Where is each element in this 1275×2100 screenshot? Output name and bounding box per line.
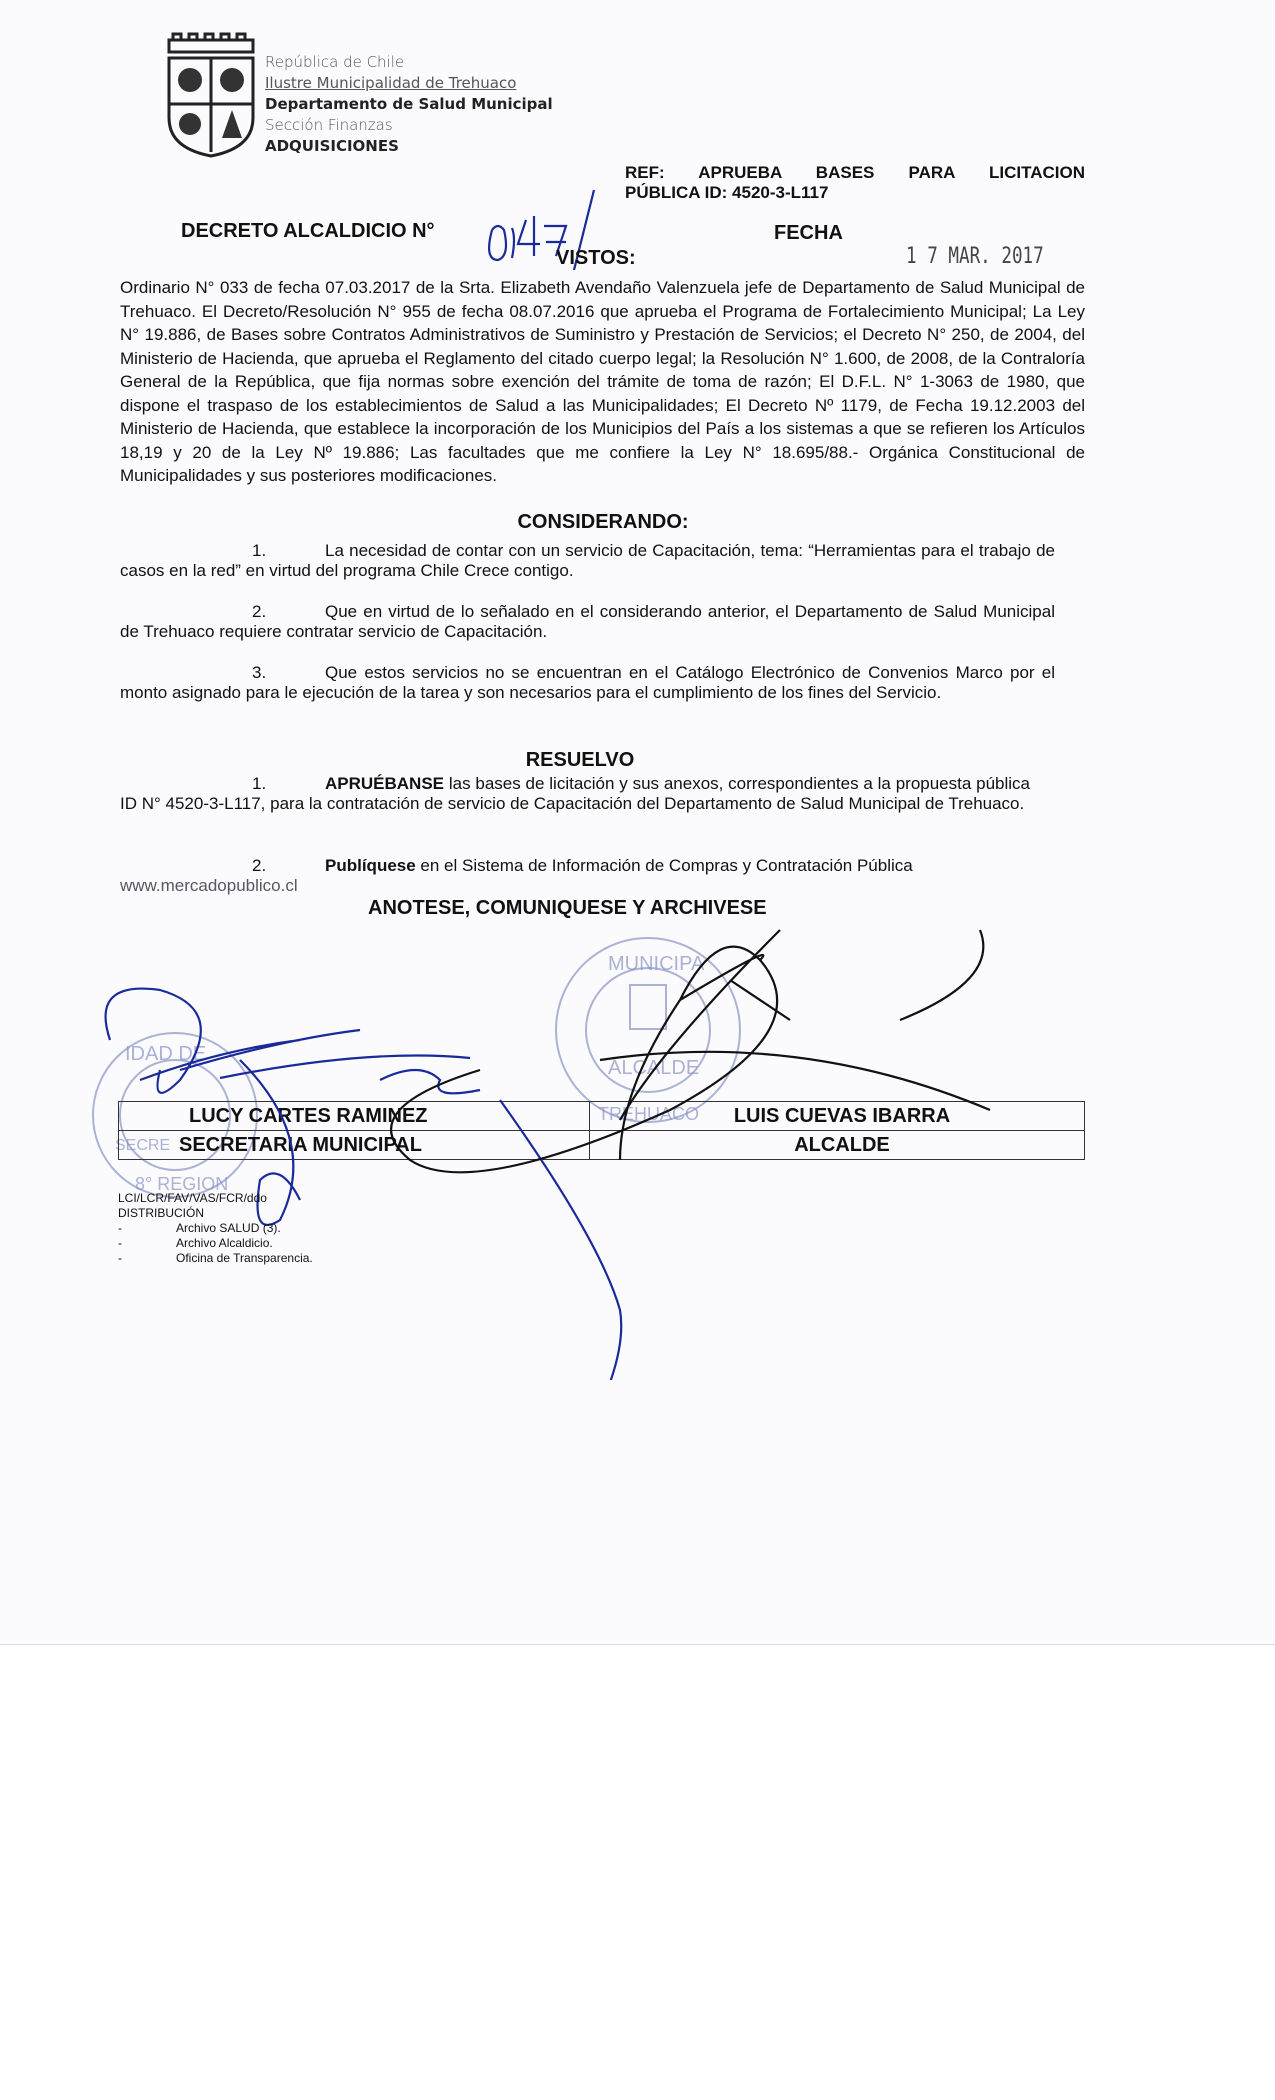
letterhead-section: Sección Finanzas [265,116,393,134]
item-text: Que en virtud de lo señalado en el considerando anterior, el Departamento de Salud Municipal de Trehuaco requiere contratar servicio de Capacitación. [120,602,1055,641]
decree-label: DECRETO ALCALDICIO N° [181,220,435,242]
item-number: 1. [252,541,267,560]
distribution-item: - Archivo SALUD (3). [118,1221,281,1235]
letterhead-country: República de Chile [265,53,405,71]
considerando-item-1 [120,541,1055,581]
distribution-item-text: Archivo Alcaldicio. [176,1236,273,1250]
svg-text:ALCALDE: ALCALDE [608,1057,700,1079]
handwritten-signatures [80,900,1040,1380]
item-keyword: APRUÉBANSE [325,774,445,793]
reference-line-1: REF: APRUEBA BASES PARA LICITACION [625,163,1085,182]
considerando-item-3 [120,663,1055,703]
considerando-title: CONSIDERANDO: [517,511,689,533]
item-number: 1. [252,774,267,793]
item-number: 2. [252,856,267,875]
letterhead-department: Departamento de Salud Municipal [265,95,553,113]
distribution-item: - Oficina de Transparencia. [118,1251,313,1265]
vistos-title: VISTOS: [556,247,636,269]
reference [625,163,1085,203]
distribution-item: - Archivo Alcaldicio. [118,1236,273,1250]
resuelvo-title: RESUELVO [525,749,635,771]
reference-line-2: PÚBLICA ID: 4520-3-L117 [625,183,829,202]
svg-text:IDAD DE: IDAD DE [125,1043,207,1065]
mayor-title: ALCALDE [590,1131,1085,1160]
distribution-item-text: Archivo SALUD (3). [176,1221,281,1235]
secretary-name: LUCY CARTES RAMINEZ [119,1102,590,1131]
svg-text:TREHUACO: TREHUACO [598,1104,700,1124]
mayor-name: LUIS CUEVAS IBARRA [590,1102,1085,1131]
mercadopublico-link[interactable]: www.mercadopublico.cl [120,876,298,895]
secretary-title: SECRETARIA MUNICIPAL [119,1131,590,1160]
svg-text:SECRE: SECRE [115,1137,171,1154]
distribution-item-text: Oficina de Transparencia. [176,1251,313,1265]
item-text: en el Sistema de Información de Compras y Contratación Pública [415,856,913,875]
item-keyword: Publíquese [325,856,416,875]
item-text: La necesidad de contar con un servicio de Capacitación, tema: “Herramientas para el trabajo de casos en la red” en virtud del programa Chile Crece contigo. [120,541,1055,580]
initials: LCI/LCR/FAV/VAS/FCR/ddo [118,1191,267,1205]
distribution-label: DISTRIBUCIÓN [118,1206,205,1220]
resuelvo-item-1 [120,774,1030,814]
letterhead-unit: ADQUISICIONES [265,137,399,155]
fecha-label: FECHA [774,222,843,244]
considerando-item-2 [120,602,1055,642]
svg-text:MUNICIPA: MUNICIPA [608,953,705,975]
distribution-block [118,1191,313,1266]
municipal-coat-of-arms-logo [163,32,259,160]
date-stamp: 1 7 MAR. 2017 [906,244,1044,269]
item-text: Que estos servicios no se encuentran en el Catálogo Electrónico de Convenios Marco por el monto asignado para le ejecución de la tarea y son necesarios para el cumplimiento de los fines del Servicio. [120,663,1055,702]
letterhead [265,52,553,157]
item-number: 2. [252,602,267,621]
vistos-text: Ordinario N° 033 de fecha 07.03.2017 de la Srta. Elizabeth Avendaño Valenzuela jefe de Departamento de Salud Municipal de Trehuaco. El Decreto/Resolución N° 955 de fecha 08.07.2016 que aprueba el Programa de Fortalecimiento Municipal; La Ley N° 19.886, de Bases sobre Contratos Administrativos de Suministro y Prestación de Servicios; el Decreto N° 250, de 2004, del Ministerio de Hacienda, que aprueba el Reglamento del citado cuerpo legal; la Resolución N° 1.600, de 2008, de la Contraloría General de la República, que fija normas sobre exención del trámite de toma de razón; El D.F.L. N° 1-3063 de 1980, que dispone el traspaso de los establecimientos de Salud a las Municipalidades; El Decreto Nº 1179, de Fecha 19.12.2003 del Ministerio de Hacienda, que establece la incorporación de los Municipios del País a los sistemas a que se refieren los Artículos 18,19 y 20 de la Ley Nº 19.886; Las facultades que me confiere la Ley N° 18.695/88.- Orgánica Constitucional de Municipalidades y sus posteriores modificaciones. [120,278,1085,485]
closing-formula: ANOTESE, COMUNIQUESE Y ARCHIVESE [368,897,767,919]
item-number: 3. [252,663,267,682]
resuelvo-item-2 [120,856,1030,896]
svg-text:8° REGION: 8° REGION [135,1174,229,1194]
item-text: las bases de licitación y sus anexos, correspondientes a la propuesta pública ID N° 4520-3-L117, para la contratación de servicio de Capacitación del Departamento de Salud Municipal de Trehuaco. [120,774,1030,813]
letterhead-municipality: Ilustre Municipalidad de Trehuaco [265,74,517,92]
